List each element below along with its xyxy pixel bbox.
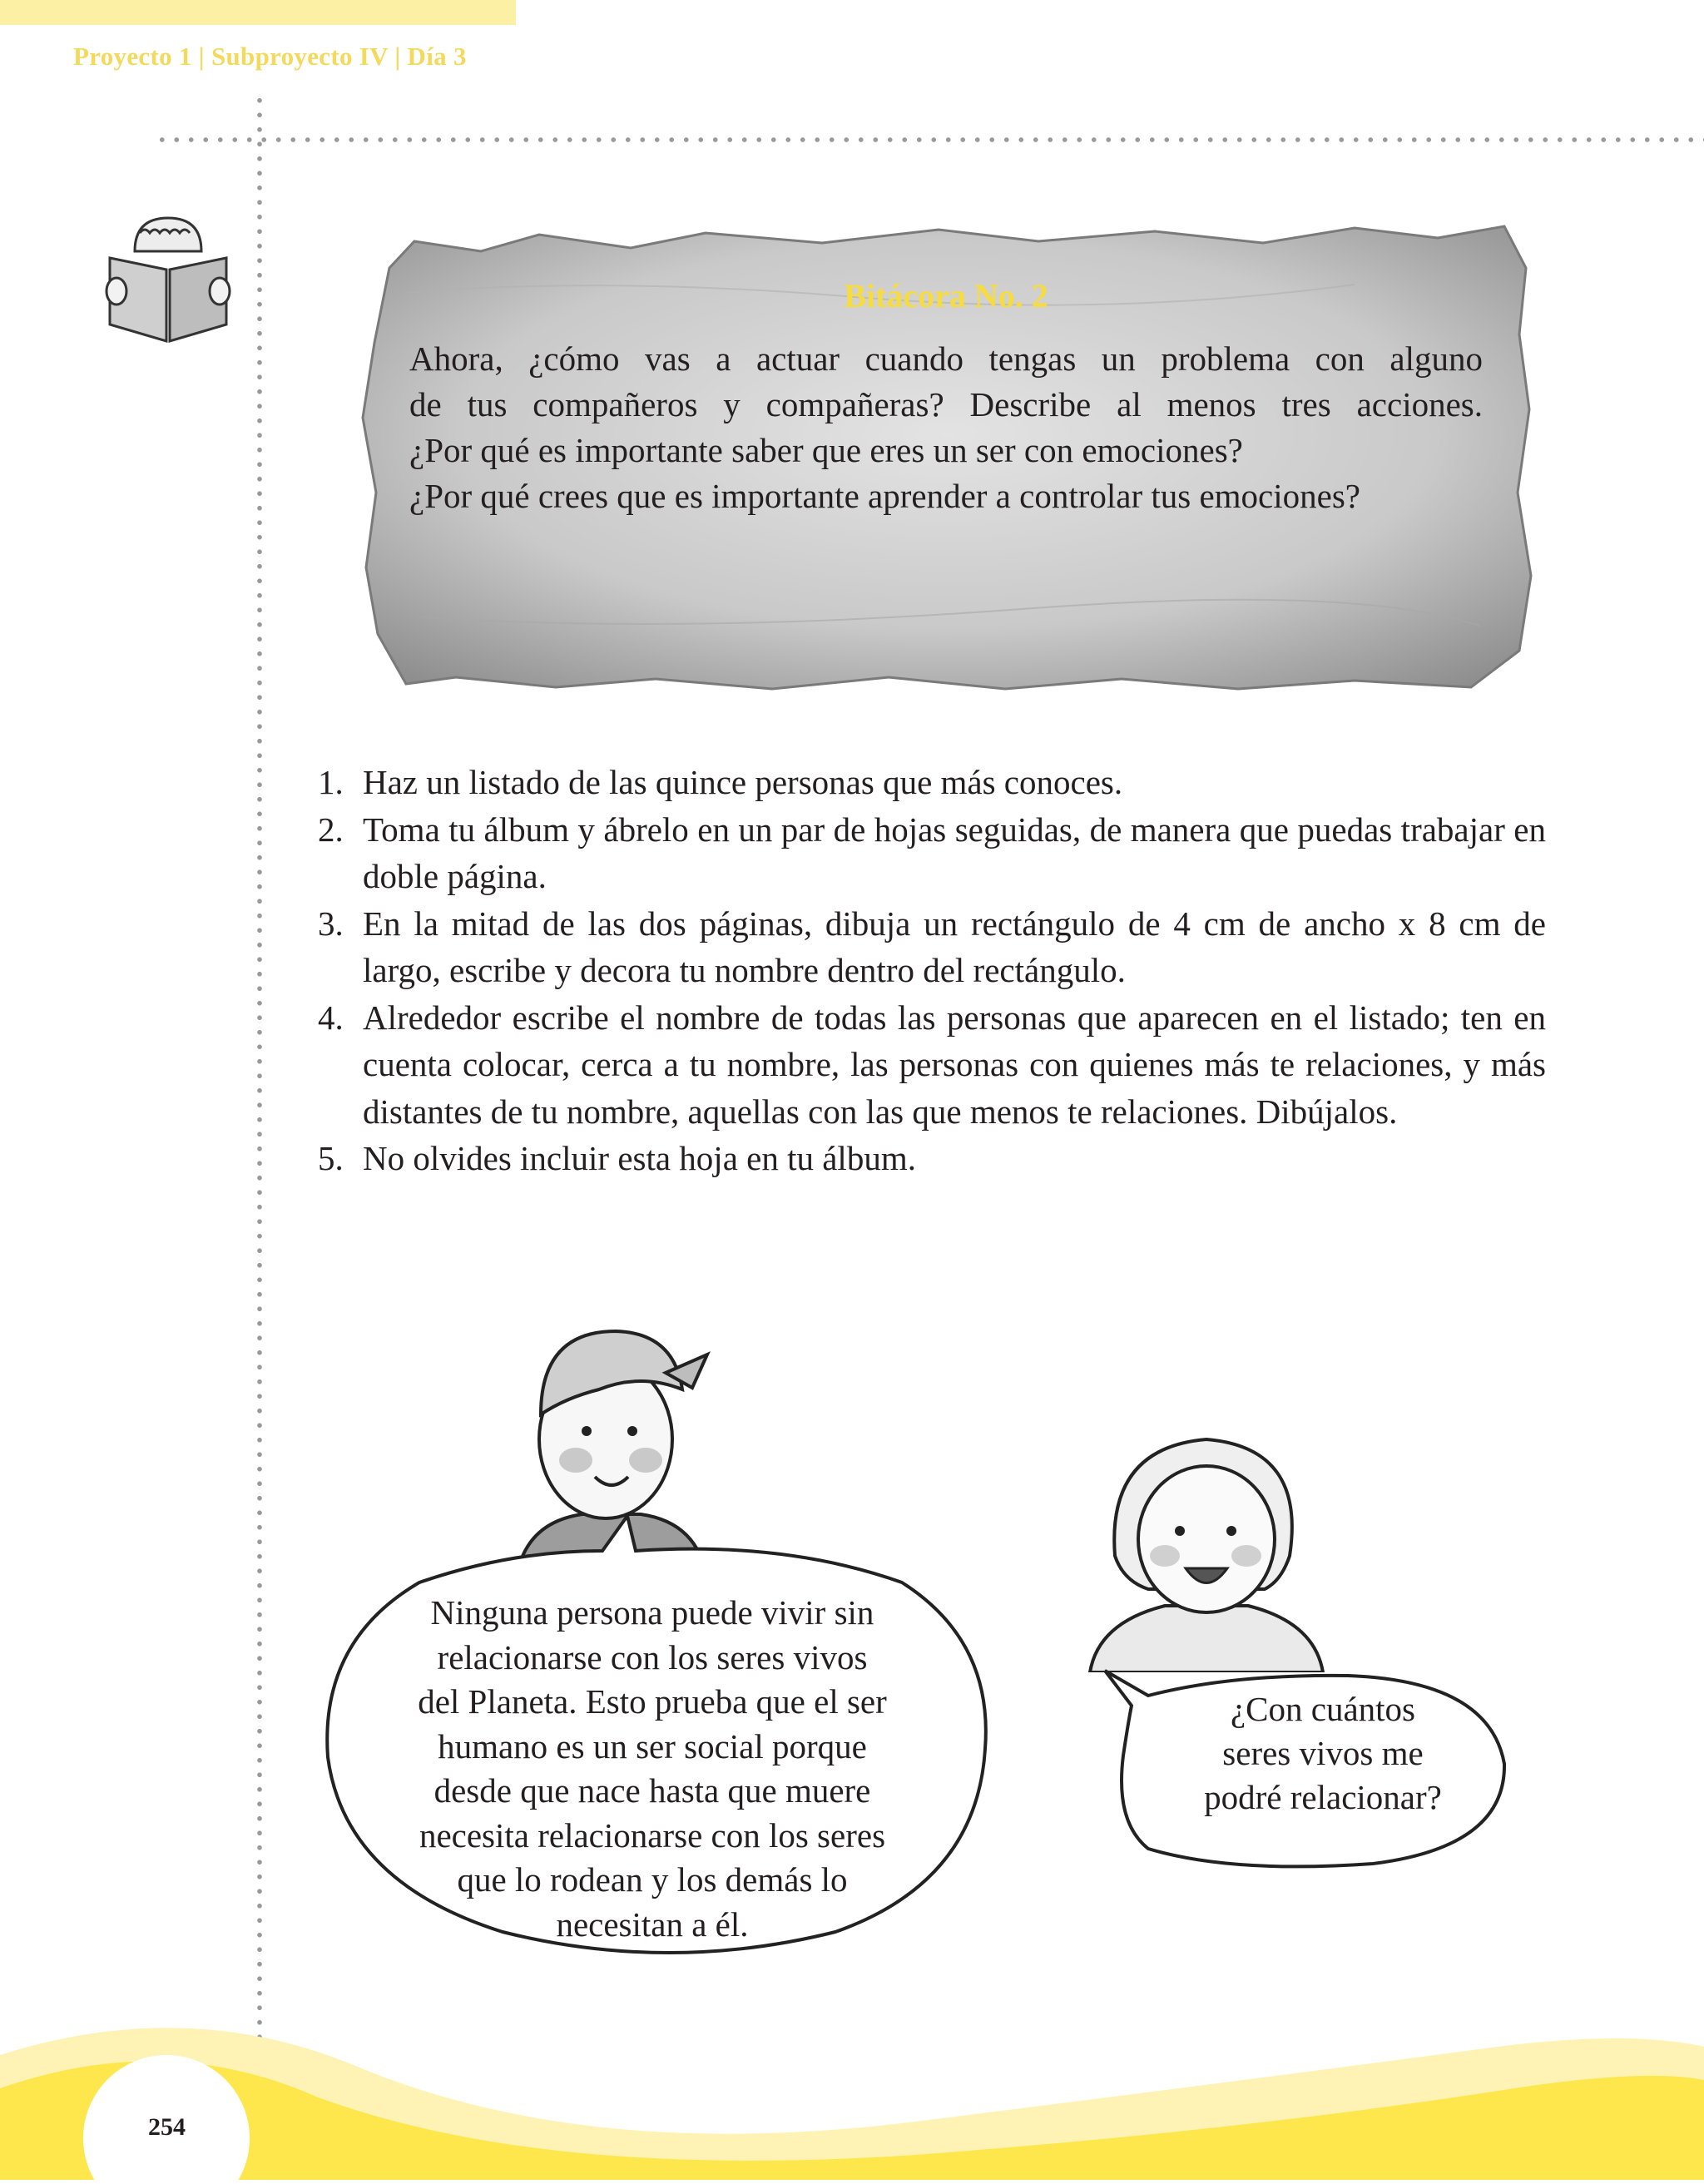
bitacora-title: Bitácora No. 2 bbox=[844, 277, 1048, 314]
step-text: No olvides incluir esta hoja en tu álbum. bbox=[363, 1139, 916, 1177]
speech-line: del Planeta. Esto prueba que el ser bbox=[418, 1682, 887, 1721]
speech-line: humano es un ser social porque bbox=[438, 1726, 867, 1766]
girl-illustration bbox=[1082, 1414, 1331, 1672]
horizontal-dotted-divider bbox=[155, 136, 1704, 143]
list-item bbox=[318, 994, 1546, 1136]
bitacora-line: de tus compañeros y compañeras? Describe al menos tres acciones. bbox=[409, 385, 1483, 423]
activity-steps bbox=[318, 759, 1546, 1182]
step-number: 5. bbox=[318, 1139, 344, 1177]
speech-line: Ninguna persona puede vivir sin bbox=[430, 1593, 874, 1632]
step-number: 2. bbox=[318, 810, 344, 849]
list-item bbox=[318, 1135, 1546, 1182]
speech-line: necesitan a él. bbox=[556, 1904, 749, 1944]
page-number: 254 bbox=[148, 2113, 186, 2141]
step-text: En la mitad de las dos páginas, dibuja un rectángulo de 4 cm de ancho x 8 cm de largo, escribe y decora tu nombre dentro del rectángulo. bbox=[363, 904, 1546, 989]
list-item bbox=[318, 806, 1546, 900]
speech-line: ¿Con cuántos bbox=[1230, 1690, 1416, 1728]
bitacora-line: Ahora, ¿cómo vas a actuar cuando tengas un problema con alguno bbox=[409, 339, 1483, 378]
step-number: 1. bbox=[318, 763, 344, 801]
speech-line: podré relacionar? bbox=[1204, 1778, 1442, 1816]
step-text: Toma tu álbum y ábrelo en un par de hojas seguidas, de manera que puedas trabajar en doble página. bbox=[363, 810, 1546, 895]
step-number: 4. bbox=[318, 998, 344, 1037]
top-accent-bar bbox=[0, 0, 516, 25]
bitacora-line: ¿Por qué es importante saber que eres un ser con emociones? bbox=[409, 431, 1243, 469]
girl-speech-bubble bbox=[1098, 1656, 1514, 1880]
bitacora-questions bbox=[409, 336, 1483, 519]
breadcrumb: Proyecto 1 | Subproyecto IV | Día 3 bbox=[73, 42, 467, 71]
step-text: Alrededor escribe el nombre de todas las personas que aparecen en el listado; ten en cuenta colocar, cerca a tu nombre, las personas con quienes más te relaciones, y más distantes de tu nombre, aquellas con las que menos te relaciones. Dibújalos. bbox=[363, 998, 1546, 1131]
boy-speech-text bbox=[369, 1591, 935, 1947]
list-item bbox=[318, 900, 1546, 994]
bitacora-panel bbox=[356, 218, 1536, 692]
step-number: 3. bbox=[318, 904, 344, 943]
boy-speech-bubble bbox=[320, 1508, 1010, 1974]
speech-line: relacionarse con los seres vivos bbox=[437, 1637, 868, 1676]
step-text: Haz un listado de las quince personas que más conoces. bbox=[363, 763, 1123, 801]
reading-child-icon bbox=[102, 208, 235, 349]
bitacora-line: ¿Por qué crees que es importante aprender a controlar tus emociones? bbox=[409, 477, 1360, 515]
footer-wave bbox=[0, 1997, 1704, 2180]
speech-line: seres vivos me bbox=[1222, 1734, 1424, 1772]
speech-line: que lo rodean y los demás lo bbox=[457, 1860, 848, 1899]
speech-line: necesita relacionarse con los seres bbox=[419, 1815, 886, 1855]
speech-line: desde que nace hasta que muere bbox=[433, 1771, 871, 1810]
girl-speech-text bbox=[1148, 1687, 1498, 1820]
list-item bbox=[318, 759, 1546, 806]
vertical-dotted-margin bbox=[256, 93, 263, 2073]
